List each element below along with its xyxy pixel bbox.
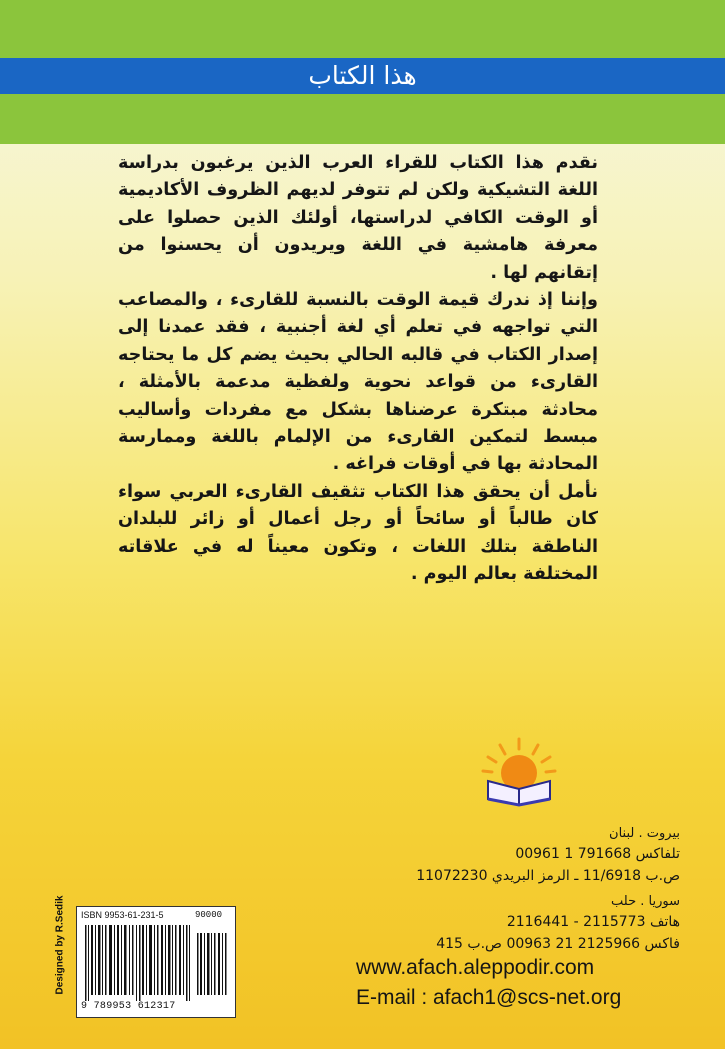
cover-title: هذا الكتاب [308,61,417,90]
isbn-text: ISBN 9953-61-231-5 [81,910,164,920]
publisher-contact [360,825,680,955]
phone-line: هاتف 2115773 - 2116441 [506,914,680,930]
green-band-bottom [0,94,725,144]
description-text [118,150,598,589]
fax-line: فاكس 2125966 21 00963 ص.ب 415 [436,936,680,952]
barcode-label [76,906,236,1018]
email-link[interactable]: E-mail : afach1@scs-net.org [356,986,622,1009]
book-sun-logo-icon [480,735,558,807]
syria-label: سوريا . حلب [611,894,680,909]
designer-credit-text: Designed by R.Sedik [54,895,66,995]
barcode-digits: 9 789953 612317 [81,1001,176,1012]
barcode-addon-number: 90000 [195,910,223,920]
green-band-top [0,0,725,60]
paragraph-2: وإننا إذ ندرك قيمة الوقت بالنسبة للقارىء ، والمصاعب التي تواجهه في تعلم أي لغة أجنبية ، فقد عمدنا إلى إصدار الكتاب في قالبه الحالي بحيث يضم كل ما يحتاجه القارىء من قواعد نحوية ولفظية مدعمة بالأمثلة ، محادثة مبتكرة عرضناها بشكل مع مفردات وأساليب مبسط لتمكين القارىء من الإلمام باللغة وممارسة المحادثة بها في أوقات فراغه . [118,290,598,475]
website-link[interactable]: www.afach.aleppodir.com [356,956,595,979]
telefax-line: تلفاكس 791668 1 00961 [515,846,680,862]
designer-credit [52,880,68,1010]
pobox-beirut-line: ص.ب 11/6918 ـ الرمز البريدي 11072230 [416,868,680,884]
paragraph-3: نأمل أن يحقق هذا الكتاب تثقيف القارىء العربي سواء كان طالباً أو سائحاً أو رجل أعمال أو زائر للبلدان الناطقة بتلك اللغات ، وتكون معيناً له في علاقاته المختلفة بعالم اليوم . [118,481,598,585]
beirut-label: بيروت . لبنان [609,826,680,841]
paragraph-1: نقدم هذا الكتاب للقراء العرب الذين يرغبون بدراسة اللغة التشيكية ولكن لم تتوفر لديهم الظروف الأكاديمية أو الوقت الكافي لدراستها، أولئك الذين حصلوا على معرفة هامشية في اللغة ويريدون أن يحسنوا من إتقانهم لها . [118,153,598,283]
barcode-bars [83,925,229,1001]
